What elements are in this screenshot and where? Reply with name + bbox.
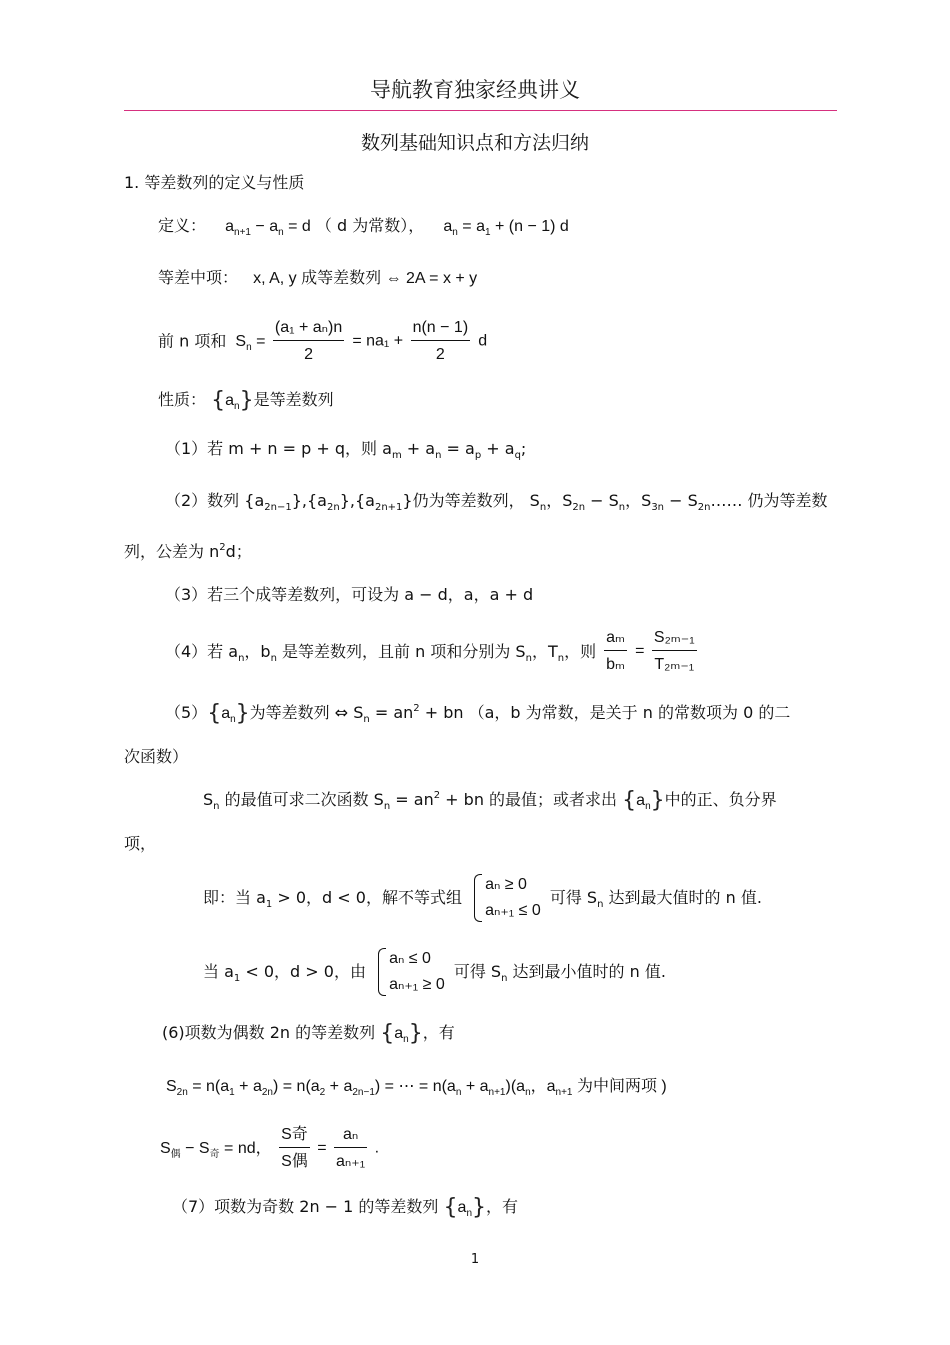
seq-an: $a_n$ (225, 392, 240, 412)
ratio-fraction-1: $\frac{\text{aₘ}}{\text{bₘ}}$ (606, 629, 626, 673)
page-number: 1 (470, 1252, 480, 1267)
property-5-continued: 次函数） (124, 747, 189, 766)
definition-label: 定义： (158, 216, 207, 235)
sum-fraction-2: $\frac{n(n - 1)}{2}$ (412, 319, 469, 363)
property-1: （1）若 m + n = p + q，则 $a_m + a_n = a_p + a_q$; (165, 439, 527, 461)
document-title: 数列基础知识点和方法归纳 (360, 132, 589, 154)
def-lhs: $a_{n+1} - a_n = d$ (225, 218, 311, 238)
brace-close: } (239, 388, 254, 413)
header-rule (124, 110, 837, 111)
inequality-system-min: aₙ ≤ 0 aₙ₊₁ ≥ 0 (375, 946, 445, 998)
even-ratio-equation: $S_偶 - S_奇$ = nd， $\frac{\text{S奇}}{\text{S偶}}$ = $\frac{\text{aₙ}}{\text{aₙ₊₁}}$ . (160, 1126, 380, 1170)
properties-line (158, 389, 334, 412)
property-7: （7）项数为奇数 2n − 1 的等差数列 $\{a_n\}$，有 (172, 1195, 519, 1220)
sum-fraction-1: $\frac{\text{(a₁ + aₙ)n}}{2}$ (274, 319, 343, 363)
property-2: （2）数列 $\{a_{2n-1}\},\{a_{2n}\},\{a_{2n+1}\}$仍为等差数列， $S_n$，$S_{2n} - S_n$，$S_{3n}$ − $S_{2n}\dots\dots$ 仍为等差数 (165, 491, 828, 513)
sum-tail: d (478, 332, 488, 350)
mean-label: 等差中项： (158, 268, 239, 287)
extremum-note: $S_n$ 的最值可求二次函数 $S_n = an^2$ + bn 的最值；或者求出 $\{a_n\}$中的正、负分界 (203, 788, 777, 813)
odd-even-fraction: $\frac{\text{S奇}}{\text{S偶}}$ (281, 1126, 308, 1170)
property-5: $(5)\{a_n\}$为等差数列 ⇔ $S_n = an^2$ + bn （a，b 为常数，是关于 n 的常数项为 0 的二 (165, 701, 791, 726)
ratio-fraction-2: $\frac{\text{S₂ₘ₋₁}}{\text{T₂ₘ₋₁}}$ (653, 629, 695, 673)
sum-mid: = na₁ + (352, 332, 408, 350)
brace-open: { (211, 388, 226, 413)
definition-line (158, 215, 569, 238)
page-header: 导航教育独家经典讲义 (370, 78, 580, 102)
min-condition: 当 $a_1 < 0$，d > 0，由 aₙ ≤ 0 aₙ₊₁ ≥ 0 可得 $S_n$ 达到最小值时的 n 值. (203, 946, 666, 998)
general-term: $a_n = a_1 + (n - 1)$ d (443, 218, 569, 238)
property-4: （4）若 $a_n$，$b_n$ 是等差数列，且前 n 项和分别为 $S_n$，$T_n$，则 $\frac{\text{aₘ}}{\text{bₘ}}$ = $\frac{\text{S₂ₘ₋₁}}{\text{T₂ₘ₋₁}}$ (165, 629, 695, 673)
sum-formula-line (158, 318, 487, 365)
property-3: （3）若三个成等差数列，可设为 a − d，a，a + d (165, 585, 534, 604)
properties-label: 性质： (158, 390, 207, 409)
extremum-note-continued: 项， (124, 834, 157, 853)
even-sum-equation: $S_{2n} = n(a_1 + a_{2n}) = n(a_2 + a_{2n-1})$ = ⋯ = $n(a_n + a_{n+1})(a_n$，$a_{n+1}$ 为中间两项 ) (166, 1078, 667, 1098)
property-6: (6)项数为偶数 2n 的等差数列 $\{a_n\}$，有 (162, 1021, 455, 1046)
sum-lhs: $S_n$ = (235, 332, 270, 353)
property-2-continued: 列，公差为 $n^2d$； (124, 542, 252, 561)
term-fraction: $\frac{\text{aₙ}}{\text{aₙ₊₁}}$ (336, 1126, 366, 1170)
max-condition: 即：当 $a_1 > 0$，d < 0，解不等式组 aₙ ≥ 0 aₙ₊₁ ≤ 0 可得 $S_n$ 达到最大值时的 n 值. (203, 872, 762, 924)
section-heading: 1. 等差数列的定义与性质 (124, 173, 305, 192)
mean-formula: x, A, y 成等差数列 ⇔ 2A = x + y (253, 270, 478, 287)
properties-text: 是等差数列 (253, 390, 334, 409)
sum-label: 前 n 项和 (158, 331, 227, 351)
def-note: （ d 为常数）， (315, 216, 425, 235)
inequality-system-max: aₙ ≥ 0 aₙ₊₁ ≤ 0 (471, 872, 541, 924)
arithmetic-mean-line (158, 267, 477, 290)
